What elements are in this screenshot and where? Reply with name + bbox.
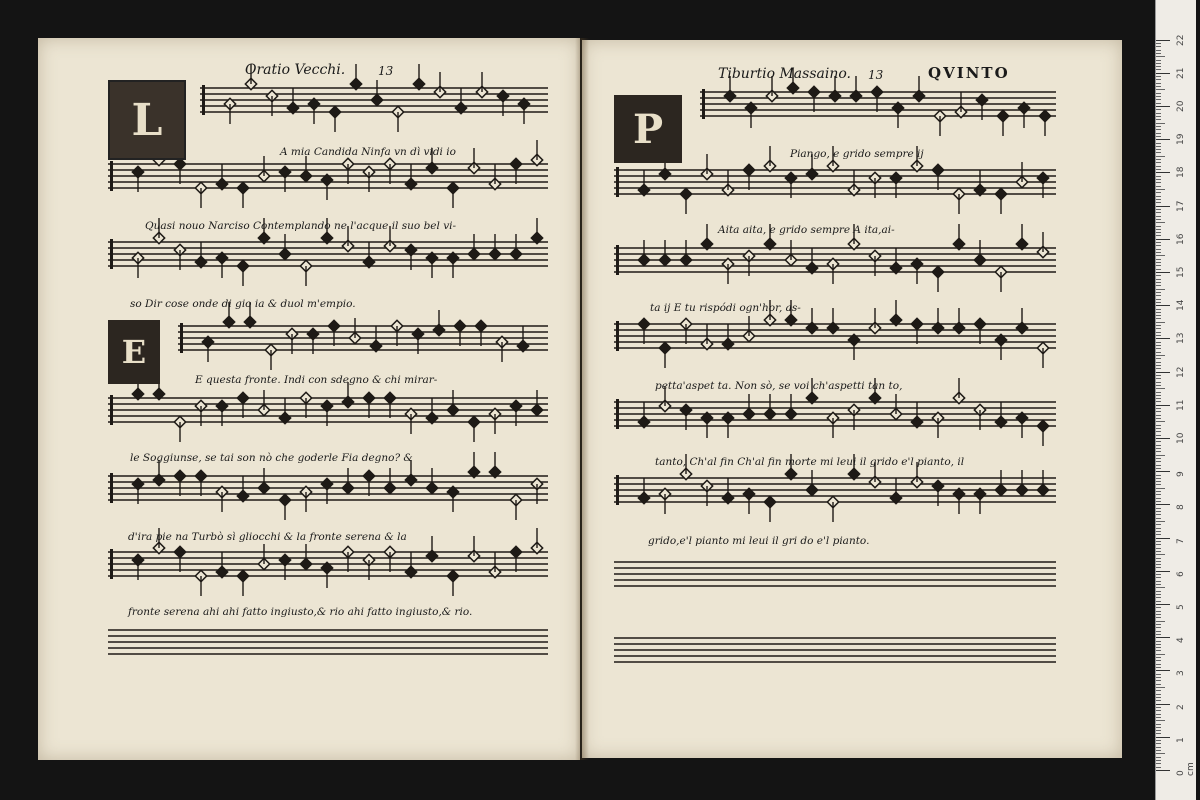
ruler-minor-tick bbox=[1156, 395, 1161, 396]
ruler-label: 11 bbox=[1176, 399, 1186, 411]
ruler-minor-tick bbox=[1156, 435, 1161, 436]
measurement-ruler bbox=[1155, 0, 1196, 800]
ruler-minor-tick bbox=[1156, 597, 1161, 598]
left-lyric-line: Quasi nouo Narciso Contemplando ne l'acque il suo bel vi- bbox=[145, 220, 457, 232]
ruler-label: 19 bbox=[1176, 133, 1186, 146]
ruler-minor-tick bbox=[1156, 740, 1161, 741]
ruler-minor-tick bbox=[1156, 677, 1161, 678]
ruler-minor-tick bbox=[1156, 514, 1161, 515]
ruler-label: 6 bbox=[1176, 571, 1186, 577]
ruler-minor-tick bbox=[1156, 561, 1161, 562]
ruler-minor-tick bbox=[1156, 119, 1161, 120]
ruler-minor-tick bbox=[1156, 431, 1161, 432]
ruler-minor-tick bbox=[1156, 86, 1161, 87]
ruler-minor-tick bbox=[1156, 641, 1161, 642]
ruler-minor-tick bbox=[1156, 750, 1161, 751]
ruler-minor-tick bbox=[1156, 684, 1161, 685]
ruler-tick bbox=[1156, 172, 1170, 173]
decorated-initial-e bbox=[108, 320, 160, 384]
ruler-minor-tick bbox=[1156, 259, 1161, 260]
ruler-minor-tick bbox=[1156, 63, 1161, 64]
ruler-minor-tick bbox=[1156, 763, 1161, 764]
ruler-minor-tick bbox=[1156, 162, 1161, 163]
ruler-minor-tick bbox=[1156, 355, 1165, 356]
ruler-minor-tick bbox=[1156, 192, 1161, 193]
ruler-tick bbox=[1156, 372, 1170, 373]
right-lyric-line: Aita aita, e grido sempre A ita,ai- bbox=[718, 224, 895, 236]
ruler-minor-tick bbox=[1156, 564, 1161, 565]
ruler-minor-tick bbox=[1156, 594, 1161, 595]
ruler-minor-tick bbox=[1156, 501, 1161, 502]
ruler-minor-tick bbox=[1156, 587, 1165, 588]
ruler-tick bbox=[1156, 571, 1170, 572]
ruler-minor-tick bbox=[1156, 295, 1161, 296]
ruler-minor-tick bbox=[1156, 269, 1161, 270]
ruler-minor-tick bbox=[1156, 614, 1161, 615]
ruler-minor-tick bbox=[1156, 176, 1161, 177]
ruler-minor-tick bbox=[1156, 318, 1161, 319]
ruler-minor-tick bbox=[1156, 767, 1161, 768]
ruler-minor-tick bbox=[1156, 209, 1161, 210]
ruler-minor-tick bbox=[1156, 541, 1161, 542]
ruler-tick bbox=[1156, 40, 1170, 41]
ruler-minor-tick bbox=[1156, 468, 1161, 469]
ruler-minor-tick bbox=[1156, 262, 1161, 263]
ruler-minor-tick bbox=[1156, 680, 1161, 681]
ruler-minor-tick bbox=[1156, 312, 1161, 313]
ruler-minor-tick bbox=[1156, 743, 1161, 744]
ruler-tick bbox=[1156, 139, 1170, 140]
ruler-minor-tick bbox=[1156, 242, 1161, 243]
ruler-minor-tick bbox=[1156, 690, 1161, 691]
ruler-minor-tick bbox=[1156, 299, 1161, 300]
ruler-minor-tick bbox=[1156, 584, 1161, 585]
ruler-minor-tick bbox=[1156, 548, 1161, 549]
ruler-tick bbox=[1156, 438, 1170, 439]
ruler-minor-tick bbox=[1156, 657, 1161, 658]
ruler-minor-tick bbox=[1156, 265, 1161, 266]
ruler-minor-tick bbox=[1156, 309, 1161, 310]
ruler-label: 8 bbox=[1176, 504, 1186, 511]
left-lyric-line: so Dir cose onde di gio ia & duol m'empio. bbox=[130, 298, 356, 310]
ruler-minor-tick bbox=[1156, 558, 1161, 559]
ruler-minor-tick bbox=[1156, 202, 1161, 203]
ruler-label: 7 bbox=[1176, 537, 1186, 544]
ruler-minor-tick bbox=[1156, 146, 1161, 147]
right-lyric-line: grido,e'l pianto mi leui il gri do e'l pianto. bbox=[648, 535, 870, 547]
ruler-minor-tick bbox=[1156, 617, 1161, 618]
ruler-minor-tick bbox=[1156, 574, 1161, 575]
ruler-minor-tick bbox=[1156, 664, 1161, 665]
music-staff bbox=[108, 630, 548, 654]
ruler-minor-tick bbox=[1156, 285, 1161, 286]
ruler-tick bbox=[1156, 637, 1170, 638]
ruler-minor-tick bbox=[1156, 445, 1161, 446]
ruler-minor-tick bbox=[1156, 166, 1161, 167]
ruler-minor-tick bbox=[1156, 43, 1161, 44]
right-lyric-line: tanto, Ch'al fin Ch'al fin morte mi leui il grido e'l pianto, il bbox=[655, 456, 965, 468]
ruler-tick bbox=[1156, 338, 1170, 339]
right-page-number: 13 bbox=[868, 68, 884, 82]
initial-letter-e: E bbox=[121, 333, 147, 371]
ruler-label: 12 bbox=[1176, 366, 1186, 378]
ruler-minor-tick bbox=[1156, 69, 1161, 70]
ruler-minor-tick bbox=[1156, 53, 1161, 54]
ruler-minor-tick bbox=[1156, 368, 1161, 369]
ruler-minor-tick bbox=[1156, 415, 1161, 416]
ruler-minor-tick bbox=[1156, 126, 1161, 127]
ruler-minor-tick bbox=[1156, 66, 1161, 67]
ruler-minor-tick bbox=[1156, 385, 1161, 386]
music-staff bbox=[614, 562, 1056, 586]
ruler-label: 13 bbox=[1176, 332, 1186, 345]
ruler-minor-tick bbox=[1156, 50, 1161, 51]
ruler-minor-tick bbox=[1156, 93, 1161, 94]
ruler-minor-tick bbox=[1156, 348, 1161, 349]
ruler-minor-tick bbox=[1156, 408, 1161, 409]
ruler-label: 18 bbox=[1176, 166, 1186, 179]
ruler-tick bbox=[1156, 737, 1170, 738]
ruler-minor-tick bbox=[1156, 96, 1161, 97]
ruler-minor-tick bbox=[1156, 143, 1161, 144]
ruler-minor-tick bbox=[1156, 441, 1161, 442]
ruler-minor-tick bbox=[1156, 418, 1161, 419]
ruler-minor-tick bbox=[1156, 425, 1161, 426]
ruler-minor-tick bbox=[1156, 650, 1161, 651]
ruler-minor-tick bbox=[1156, 544, 1161, 545]
ruler-minor-tick bbox=[1156, 531, 1161, 532]
ruler-label: 17 bbox=[1176, 200, 1186, 212]
ruler-minor-tick bbox=[1156, 707, 1161, 708]
ruler-label: 1 bbox=[1176, 737, 1186, 743]
ruler-minor-tick bbox=[1156, 581, 1161, 582]
ruler-minor-tick bbox=[1156, 747, 1161, 748]
ruler-minor-tick bbox=[1156, 730, 1161, 731]
ruler-minor-tick bbox=[1156, 292, 1161, 293]
ruler-minor-tick bbox=[1156, 687, 1165, 688]
ruler-minor-tick bbox=[1156, 508, 1161, 509]
ruler-minor-tick bbox=[1156, 179, 1161, 180]
ruler-minor-tick bbox=[1156, 275, 1161, 276]
ruler-minor-tick bbox=[1156, 511, 1161, 512]
ruler-label: 4 bbox=[1176, 637, 1186, 644]
ruler-minor-tick bbox=[1156, 282, 1161, 283]
ruler-minor-tick bbox=[1156, 219, 1161, 220]
ruler-minor-tick bbox=[1156, 674, 1161, 675]
ruler-tick bbox=[1156, 504, 1170, 505]
ruler-minor-tick bbox=[1156, 79, 1161, 80]
left-lyric-line: A mia Candida Ninfa vn dì vidi io bbox=[280, 146, 456, 158]
ruler-minor-tick bbox=[1156, 667, 1161, 668]
ruler-minor-tick bbox=[1156, 398, 1161, 399]
ruler-minor-tick bbox=[1156, 212, 1161, 213]
ruler-minor-tick bbox=[1156, 56, 1165, 57]
ruler-minor-tick bbox=[1156, 358, 1161, 359]
ruler-minor-tick bbox=[1156, 302, 1161, 303]
ruler-minor-tick bbox=[1156, 245, 1161, 246]
ruler-minor-tick bbox=[1156, 484, 1161, 485]
ruler-label: 0 cm bbox=[1176, 762, 1196, 776]
ruler-tick bbox=[1156, 704, 1170, 705]
ruler-minor-tick bbox=[1156, 634, 1161, 635]
ruler-minor-tick bbox=[1156, 694, 1161, 695]
ruler-minor-tick bbox=[1156, 362, 1161, 363]
ruler-minor-tick bbox=[1156, 196, 1161, 197]
ruler-minor-tick bbox=[1156, 714, 1161, 715]
ruler-minor-tick bbox=[1156, 116, 1161, 117]
ruler-tick bbox=[1156, 538, 1170, 539]
ruler-minor-tick bbox=[1156, 149, 1161, 150]
ruler-minor-tick bbox=[1156, 710, 1161, 711]
ruler-label: 22 bbox=[1176, 34, 1186, 46]
ruler-label: 15 bbox=[1176, 266, 1186, 278]
right-lyric-line: ta ij E tu rispódi ogn'hor, as- bbox=[650, 302, 801, 314]
ruler-minor-tick bbox=[1156, 136, 1161, 137]
ruler-minor-tick bbox=[1156, 382, 1161, 383]
decorated-initial-p bbox=[614, 95, 682, 163]
ruler-minor-tick bbox=[1156, 226, 1161, 227]
left-lyric-line: le Soggiunse, se tai son nò che goderle Fia degno? & bbox=[130, 452, 413, 464]
ruler-minor-tick bbox=[1156, 591, 1161, 592]
ruler-minor-tick bbox=[1156, 249, 1161, 250]
ruler-minor-tick bbox=[1156, 401, 1161, 402]
ruler-minor-tick bbox=[1156, 475, 1161, 476]
ruler-minor-tick bbox=[1156, 189, 1165, 190]
ruler-minor-tick bbox=[1156, 607, 1161, 608]
ruler-minor-tick bbox=[1156, 621, 1165, 622]
right-lyric-line: Piango, e grido sempre ij bbox=[790, 148, 924, 160]
ruler-minor-tick bbox=[1156, 392, 1161, 393]
ruler-label: 14 bbox=[1176, 299, 1186, 312]
ruler-minor-tick bbox=[1156, 647, 1161, 648]
ruler-label: 9 bbox=[1176, 471, 1186, 478]
ruler-tick bbox=[1156, 73, 1170, 74]
right-composer: Tiburtio Massaino. bbox=[718, 66, 851, 82]
ruler-minor-tick bbox=[1156, 534, 1161, 535]
voice-part-label: QVINTO bbox=[928, 64, 1010, 82]
ruler-tick bbox=[1156, 604, 1170, 605]
ruler-minor-tick bbox=[1156, 103, 1161, 104]
ruler-label: 21 bbox=[1176, 67, 1186, 79]
initial-letter-l: L bbox=[131, 94, 163, 146]
ruler-minor-tick bbox=[1156, 451, 1161, 452]
ruler-tick bbox=[1156, 239, 1170, 240]
ruler-minor-tick bbox=[1156, 733, 1161, 734]
ruler-minor-tick bbox=[1156, 335, 1161, 336]
ruler-minor-tick bbox=[1156, 113, 1161, 114]
music-staff bbox=[614, 638, 1056, 662]
ruler-minor-tick bbox=[1156, 159, 1161, 160]
ruler-minor-tick bbox=[1156, 757, 1161, 758]
ruler-minor-tick bbox=[1156, 388, 1165, 389]
ruler-minor-tick bbox=[1156, 644, 1161, 645]
music-staff bbox=[178, 302, 548, 370]
left-lyric-line: d'ira pie na Turbò sì gliocchi & la fronte serena & la bbox=[128, 531, 407, 543]
ruler-minor-tick bbox=[1156, 378, 1161, 379]
ruler-tick bbox=[1156, 405, 1170, 406]
ruler-minor-tick bbox=[1156, 654, 1165, 655]
left-lyric-line: E questa fronte. Indi con sdegno & chi mirar- bbox=[195, 374, 438, 386]
ruler-minor-tick bbox=[1156, 458, 1161, 459]
left-page-number: 13 bbox=[378, 64, 394, 78]
ruler-minor-tick bbox=[1156, 222, 1165, 223]
ruler-label: 5 bbox=[1176, 604, 1186, 610]
ruler-minor-tick bbox=[1156, 216, 1161, 217]
ruler-minor-tick bbox=[1156, 182, 1161, 183]
ruler-minor-tick bbox=[1156, 322, 1165, 323]
ruler-minor-tick bbox=[1156, 129, 1161, 130]
ruler-minor-tick bbox=[1156, 494, 1161, 495]
ruler-tick bbox=[1156, 471, 1170, 472]
initial-letter-p: P bbox=[632, 105, 664, 153]
ruler-label: 3 bbox=[1176, 670, 1186, 677]
ruler-minor-tick bbox=[1156, 528, 1161, 529]
ruler-minor-tick bbox=[1156, 345, 1161, 346]
ruler-tick bbox=[1156, 305, 1170, 306]
ruler-minor-tick bbox=[1156, 421, 1165, 422]
ruler-tick bbox=[1156, 206, 1170, 207]
ruler-minor-tick bbox=[1156, 518, 1161, 519]
ruler-tick bbox=[1156, 770, 1170, 771]
ruler-minor-tick bbox=[1156, 375, 1161, 376]
ruler-minor-tick bbox=[1156, 252, 1161, 253]
ruler-minor-tick bbox=[1156, 123, 1165, 124]
ruler-minor-tick bbox=[1156, 455, 1165, 456]
ruler-minor-tick bbox=[1156, 152, 1161, 153]
ruler-minor-tick bbox=[1156, 753, 1165, 754]
ruler-minor-tick bbox=[1156, 169, 1161, 170]
ruler-minor-tick bbox=[1156, 328, 1161, 329]
ruler-minor-tick bbox=[1156, 717, 1161, 718]
ruler-minor-tick bbox=[1156, 521, 1165, 522]
ruler-minor-tick bbox=[1156, 289, 1165, 290]
ruler-tick bbox=[1156, 670, 1170, 671]
ruler-minor-tick bbox=[1156, 627, 1161, 628]
ruler-minor-tick bbox=[1156, 99, 1161, 100]
ruler-label: 20 bbox=[1176, 100, 1186, 112]
ruler-minor-tick bbox=[1156, 551, 1161, 552]
ruler-minor-tick bbox=[1156, 624, 1161, 625]
ruler-minor-tick bbox=[1156, 461, 1161, 462]
ruler-minor-tick bbox=[1156, 279, 1161, 280]
ruler-minor-tick bbox=[1156, 481, 1161, 482]
ruler-minor-tick bbox=[1156, 727, 1161, 728]
ruler-minor-tick bbox=[1156, 315, 1161, 316]
ruler-minor-tick bbox=[1156, 478, 1161, 479]
left-lyric-line: fronte serena ahi ahi fatto ingiusto,& rio ahi fatto ingiusto,& rio. bbox=[128, 606, 473, 618]
ruler-minor-tick bbox=[1156, 760, 1161, 761]
ruler-minor-tick bbox=[1156, 76, 1161, 77]
left-composer: Oratio Vecchi. bbox=[245, 62, 346, 78]
ruler-minor-tick bbox=[1156, 325, 1161, 326]
ruler-minor-tick bbox=[1156, 365, 1161, 366]
ruler-minor-tick bbox=[1156, 46, 1161, 47]
ruler-minor-tick bbox=[1156, 720, 1165, 721]
ruler-minor-tick bbox=[1156, 235, 1161, 236]
ruler-tick bbox=[1156, 272, 1170, 273]
ruler-minor-tick bbox=[1156, 133, 1161, 134]
ruler-minor-tick bbox=[1156, 352, 1161, 353]
right-lyric-line: petta'aspet ta. Non sò, se voi ch'aspetti tan to, bbox=[655, 380, 903, 392]
ruler-minor-tick bbox=[1156, 60, 1161, 61]
ruler-minor-tick bbox=[1156, 89, 1165, 90]
ruler-label: 10 bbox=[1176, 432, 1186, 444]
ruler-minor-tick bbox=[1156, 498, 1161, 499]
ruler-minor-tick bbox=[1156, 232, 1161, 233]
ruler-minor-tick bbox=[1156, 601, 1161, 602]
ruler-minor-tick bbox=[1156, 611, 1161, 612]
ruler-label: 2 bbox=[1176, 703, 1186, 710]
ruler-minor-tick bbox=[1156, 491, 1161, 492]
ruler-label: 16 bbox=[1176, 233, 1186, 245]
ruler-minor-tick bbox=[1156, 342, 1161, 343]
ruler-minor-tick bbox=[1156, 524, 1161, 525]
decorated-initial-l bbox=[108, 80, 186, 160]
ruler-minor-tick bbox=[1156, 700, 1161, 701]
ruler-minor-tick bbox=[1156, 156, 1165, 157]
ruler-minor-tick bbox=[1156, 332, 1161, 333]
ruler-minor-tick bbox=[1156, 697, 1161, 698]
ruler-minor-tick bbox=[1156, 186, 1161, 187]
ruler-minor-tick bbox=[1156, 577, 1161, 578]
ruler-minor-tick bbox=[1156, 660, 1161, 661]
ruler-minor-tick bbox=[1156, 83, 1161, 84]
ruler-minor-tick bbox=[1156, 428, 1161, 429]
ruler-minor-tick bbox=[1156, 465, 1161, 466]
ruler-minor-tick bbox=[1156, 255, 1165, 256]
ruler-minor-tick bbox=[1156, 199, 1161, 200]
ruler-minor-tick bbox=[1156, 411, 1161, 412]
ruler-minor-tick bbox=[1156, 631, 1161, 632]
ruler-minor-tick bbox=[1156, 109, 1161, 110]
ruler-minor-tick bbox=[1156, 488, 1165, 489]
ruler-minor-tick bbox=[1156, 448, 1161, 449]
ruler-minor-tick bbox=[1156, 724, 1161, 725]
ruler-minor-tick bbox=[1156, 554, 1165, 555]
ruler-minor-tick bbox=[1156, 229, 1161, 230]
ruler-tick bbox=[1156, 106, 1170, 107]
ruler-minor-tick bbox=[1156, 567, 1161, 568]
